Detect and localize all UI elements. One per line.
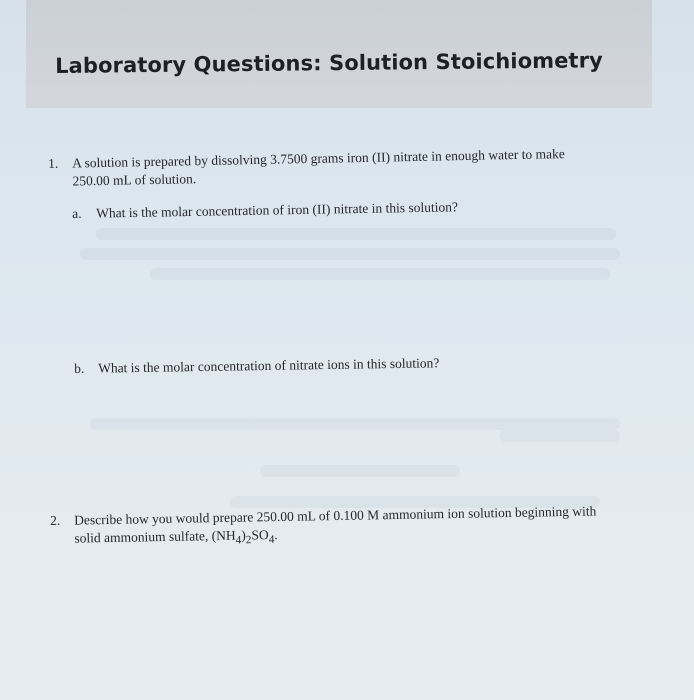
subscript: 2 — [245, 534, 252, 547]
bleed-through-text — [500, 430, 620, 442]
subscript: 4 — [268, 533, 275, 546]
bleed-through-text — [260, 465, 460, 477]
question-1 — [48, 145, 565, 191]
part-letter: b. — [74, 360, 85, 376]
question-1a — [72, 198, 458, 223]
part-text: What is the molar concentration of iron (II) nitrate in this solution? — [96, 199, 459, 221]
question-1-line-2: 250.00 mL of solution. — [72, 171, 197, 189]
page-title: Laboratory Questions: Solution Stoichiometry — [55, 48, 604, 78]
part-text: What is the molar concentration of nitrate ions in this solution? — [98, 355, 440, 376]
question-text: A solution is prepared by dissolving 3.7500 grams iron (II) nitrate in enough water to make — [72, 146, 565, 171]
bleed-through-text — [150, 268, 610, 280]
question-number: 1. — [48, 155, 59, 171]
question-1b — [74, 354, 439, 378]
question-number: 2. — [50, 512, 61, 528]
part-letter: a. — [72, 205, 82, 221]
subscript: 4 — [235, 534, 242, 547]
bleed-through-text — [90, 418, 620, 430]
question-2 — [50, 502, 597, 552]
question-text: Describe how you would prepare 250.00 mL of 0.100 M ammonium ion solution beginning with — [74, 503, 597, 528]
bleed-through-text — [96, 228, 616, 240]
formula-part: SO — [251, 527, 269, 543]
formula-end: . — [274, 527, 278, 543]
bleed-through-text — [80, 248, 620, 260]
formula-prefix: solid ammonium sulfate, (NH — [74, 527, 236, 546]
formula-part: ) — [241, 527, 246, 543]
